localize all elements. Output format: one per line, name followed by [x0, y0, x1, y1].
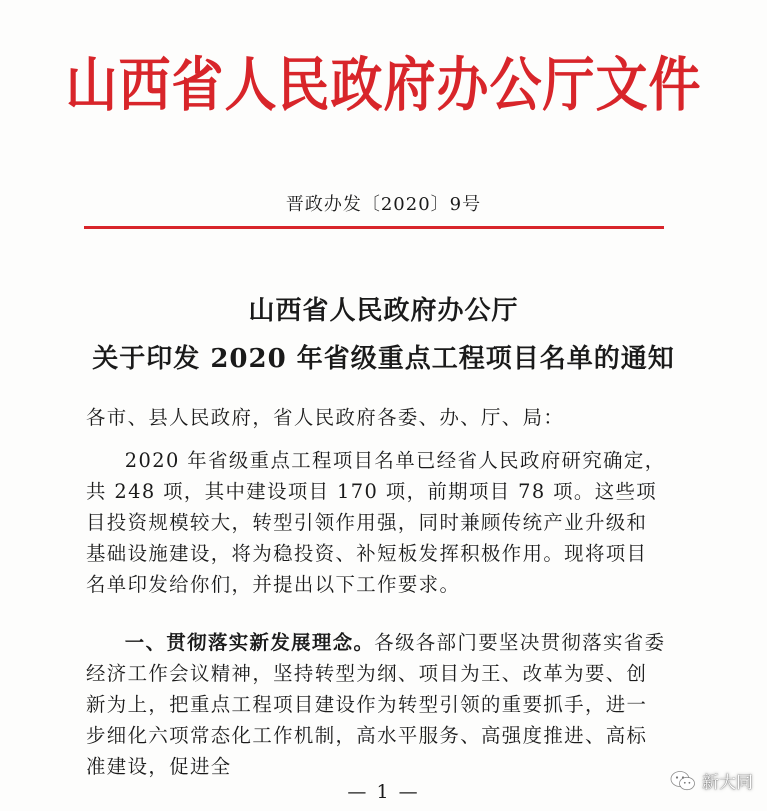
notice-title-line-2: 关于印发 2020 年省级重点工程项目名单的通知 — [92, 344, 675, 374]
paragraph-1-text: 2020 年省级重点工程项目名单已经省人民政府研究确定，共 248 项，其中建设项目 170 项，前期项目 78 项。这些项目投资规模较大，转型引领作用强，同时兼顾传统产业升级和基础设施建设，将为稳投资、补短板发挥积极作用。现将项目名单印发给你们，并提出以下工作要求。 — [86, 449, 666, 596]
paragraph-2 — [86, 627, 666, 782]
document-number: 晋政办发〔2020〕9号 — [285, 194, 482, 215]
watermark-label: 新大同 — [702, 773, 753, 793]
red-divider-line — [84, 226, 664, 229]
page-number: — 1 — — [347, 781, 420, 803]
salutation-text: 各市、县人民政府，省人民政府各委、办、厅、局： — [86, 406, 565, 429]
paragraph-2-text — [86, 627, 666, 782]
paragraph-2-body: 各级各部门要坚决贯彻落实省委经济工作会议精神，坚持转型为纲、项目为王、改革为要、创新为上，把重点工程项目建设作为转型引领的重要抓手，进一步细化六项常态化工作机制，高水平服务、高强度推进、高标准建设，促进全 — [86, 631, 666, 778]
paragraph-1 — [86, 445, 666, 600]
watermark — [670, 768, 753, 793]
wechat-icon — [670, 770, 696, 792]
salutation — [86, 402, 666, 433]
document-header-title: 山西省人民政府办公厅文件 — [65, 51, 702, 120]
notice-title-line-1: 山西省人民政府办公厅 — [248, 296, 519, 326]
paragraph-2-heading: 一、贯彻落实新发展理念。 — [124, 631, 375, 654]
